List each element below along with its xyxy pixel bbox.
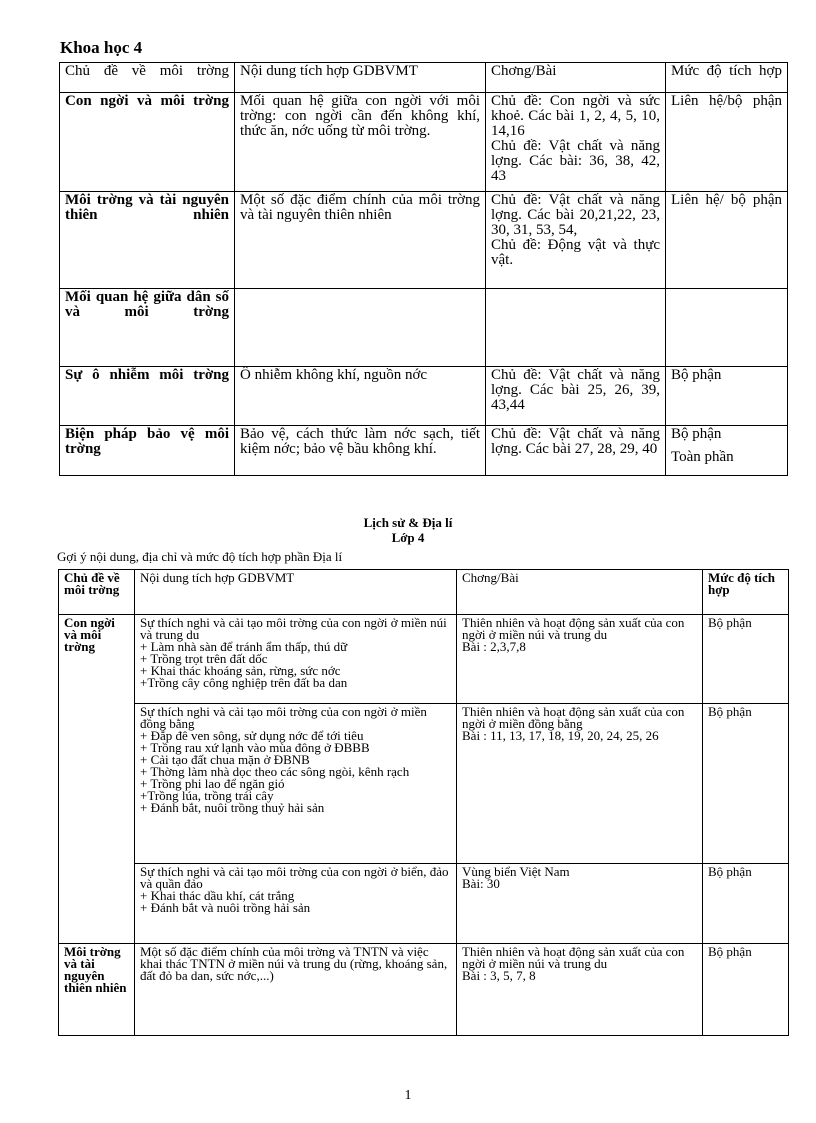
- topic-cell: Môi trờng và tài nguyên thiên nhiên: [59, 944, 135, 1036]
- table-row: [59, 615, 789, 704]
- content-cell: [135, 704, 457, 864]
- content-cell: [135, 944, 457, 1036]
- table-row: [60, 93, 788, 192]
- table-row: [60, 289, 788, 367]
- content-cell: Ô nhiễm không khí, nguồn nớc: [235, 367, 486, 426]
- page-number: 1: [404, 1088, 412, 1103]
- content-line: +Trồng lúa, trồng trái cây: [140, 788, 274, 803]
- content-line: + Đắp đê ven sông, sử dụng nớc để tới tiêu: [140, 728, 364, 743]
- content-line: + Thờng làm nhà dọc theo các sông ngòi, kênh rạch: [140, 764, 410, 779]
- chapter-line: Chủ đề: Vật chất và năng lợng. Các bài: 36, 38, 42, 43: [491, 138, 660, 184]
- header-topic: Chủ đề về môi trờng: [60, 63, 235, 93]
- content-line: +Trồng cây công nghiệp trên đất ba dan: [140, 675, 348, 690]
- header-level: Mức độ tích hợp: [666, 63, 788, 93]
- chapter-cell: [486, 192, 666, 289]
- chapter-cell: [486, 289, 666, 367]
- content-line: + Trồng rau xứ lạnh vào mùa đông ở ĐBBB: [140, 740, 370, 755]
- section-subtitle: Gợi ý nội dung, địa chỉ và mức độ tích hợp phần Địa lí: [57, 549, 343, 564]
- topic-cell: Mối quan hệ giữa dân số và môi trờng: [60, 289, 235, 367]
- content-cell: [235, 289, 486, 367]
- grade-title: Lớp 4: [391, 530, 425, 545]
- header-chapter: Chơng/Bài: [457, 570, 703, 615]
- level-cell: [666, 93, 788, 192]
- content-line: Sự thích nghi và cải tạo môi trờng của con ngời ở miền núi và trung du: [140, 615, 447, 642]
- table-row: [59, 864, 789, 944]
- chapter-line: Vùng biển Việt Nam: [462, 864, 570, 879]
- level-line: Toàn phần: [671, 449, 734, 465]
- header-content: Nội dung tích hợp GDBVMT: [135, 570, 457, 615]
- chapter-line: Chủ đề: Vật chất và năng lợng. Các bài 20,21,22, 23, 30, 31, 53, 54,: [491, 192, 660, 238]
- table-row: [60, 192, 788, 289]
- topic-cell: Con ngời và môi trờng: [59, 615, 135, 704]
- chapter-line: Bài : 3, 5, 7, 8: [462, 968, 536, 983]
- content-cell: Mối quan hệ giữa con ngời với môi trờng: con ngời cần đến không khí, thức ăn, nớc uống từ môi trờng.: [235, 93, 486, 192]
- table-row: [59, 704, 789, 864]
- chapter-line: Bài : 11, 13, 17, 18, 19, 20, 24, 25, 26: [462, 728, 659, 743]
- content-line: + Cải tạo đất chua mặn ở ĐBNB: [140, 752, 310, 767]
- chapter-cell: [486, 93, 666, 192]
- content-line: + Khai thác dầu khí, cát trắng: [140, 888, 295, 903]
- content-line: Một số đặc điểm chính của môi trờng và TNTN và việc khai thác TNTN ở miền núi và trung du (rừng, khoáng sản, đất đỏ ba dan, sức nớc,...): [140, 944, 448, 983]
- table-header-row: [59, 570, 789, 615]
- topic-cell: Môi trờng và tài nguyên thiên nhiên: [60, 192, 235, 289]
- lich-su-table: [58, 569, 789, 1036]
- chapter-line: Chủ đề: Con ngời và sức khoẻ. Các bài 1, 2, 4, 5, 10, 14,16: [491, 93, 660, 139]
- khoa-hoc-title: Khoa học 4: [60, 38, 143, 57]
- header-topic: Chủ đề về môi trờng: [59, 570, 135, 615]
- content-cell: [135, 864, 457, 944]
- content-line: + Đánh bắt và nuôi trồng hải sản: [140, 900, 311, 915]
- content-line: + Khai thác khoáng sản, rừng, sức nớc: [140, 663, 341, 678]
- chapter-line: Chủ đề: Vật chất và năng lợng. Các bài 25, 26, 39, 43,44: [491, 367, 660, 413]
- chapter-line: Bài : 2,3,7,8: [462, 639, 526, 654]
- header-chapter: Chơng/Bài: [486, 63, 666, 93]
- content-cell: Một số đặc điểm chính của môi trờng và tài nguyên thiên nhiên: [235, 192, 486, 289]
- content-cell: [135, 615, 457, 704]
- topic-cell: Sự ô nhiễm môi trờng: [60, 367, 235, 426]
- table-header-row: [60, 63, 788, 93]
- lich-su-title: Lịch sử & Địa lí: [363, 515, 453, 530]
- chapter-cell: [457, 704, 703, 864]
- content-line: Sự thích nghi và cải tạo môi trờng của con ngời ở biển, đảo và quần đảo: [140, 864, 449, 891]
- content-line: + Đánh bắt, nuôi trồng thuỷ hải sản: [140, 800, 325, 815]
- topic-cell: Con ngời và môi trờng: [60, 93, 235, 192]
- khoa-hoc-table: [59, 62, 788, 476]
- chapter-cell: [486, 367, 666, 426]
- level-cell: Bộ phận: [703, 944, 789, 1036]
- level-cell: [666, 289, 788, 367]
- chapter-cell: [457, 615, 703, 704]
- level-cell: [666, 192, 788, 289]
- level-line: Liên hệ/bộ phận: [671, 93, 782, 109]
- chapter-line: Chủ đề: Động vật và thực vật.: [491, 237, 660, 268]
- topic-cell-empty: [59, 704, 135, 864]
- level-cell: [666, 426, 788, 476]
- chapter-line: Bài: 30: [462, 876, 500, 891]
- table-row: [60, 367, 788, 426]
- table-row: [60, 426, 788, 476]
- topic-cell-empty: [59, 864, 135, 944]
- level-line: Bộ phận: [671, 367, 722, 383]
- level-cell: Bộ phận: [703, 704, 789, 864]
- table-row: [59, 944, 789, 1036]
- chapter-cell: [457, 944, 703, 1036]
- level-line: Liên hệ/ bộ phận: [671, 192, 782, 208]
- chapter-cell: [486, 426, 666, 476]
- header-level: Mức độ tích hợp: [703, 570, 789, 615]
- content-cell: Bảo vệ, cách thức làm nớc sạch, tiết kiệm nớc; bảo vệ bầu không khí.: [235, 426, 486, 476]
- level-cell: Bộ phận: [703, 615, 789, 704]
- chapter-cell: [457, 864, 703, 944]
- level-cell: Bộ phận: [703, 864, 789, 944]
- topic-cell: Biện pháp bảo vệ môi trờng: [60, 426, 235, 476]
- chapter-line: Thiên nhiên và hoạt động sản xuất của con ngời ở miền núi và trung du: [462, 944, 685, 971]
- content-line: + Làm nhà sàn để tránh ẩm thấp, thú dữ: [140, 639, 348, 654]
- content-line: + Trồng trọt trên đất dốc: [140, 651, 268, 666]
- chapter-line: Thiên nhiên và hoạt động sản xuất của con ngời ở miền đồng bằng: [462, 704, 685, 731]
- content-line: + Trồng phi lao để ngăn gió: [140, 776, 285, 791]
- content-line: Sự thích nghi và cải tạo môi trờng của con ngời ở miền đồng bằng: [140, 704, 427, 731]
- chapter-line: Chủ đề: Vật chất và năng lợng. Các bài 27, 28, 29, 40: [491, 426, 660, 457]
- level-cell: [666, 367, 788, 426]
- header-content: Nội dung tích hợp GDBVMT: [235, 63, 486, 93]
- level-line: Bộ phận: [671, 426, 722, 442]
- chapter-line: Thiên nhiên và hoạt động sản xuất của con ngời ở miền núi và trung du: [462, 615, 685, 642]
